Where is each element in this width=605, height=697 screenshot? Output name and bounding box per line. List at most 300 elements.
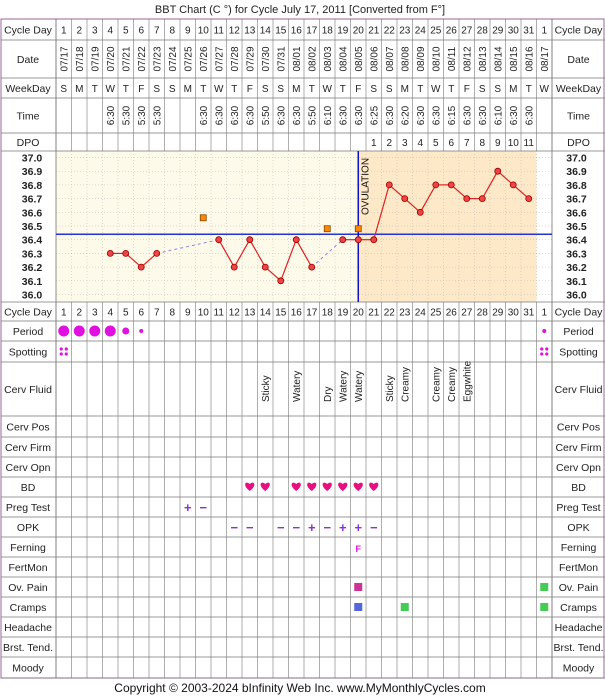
- y-tick-label-left: 36.3: [21, 248, 43, 261]
- time-label: 6:30: [214, 105, 226, 126]
- cycle-day-label: 10: [197, 307, 209, 319]
- row-label-right: WeekDay: [555, 83, 602, 95]
- cycle-day-label: 2: [76, 307, 83, 319]
- cycle-day-label: 26: [445, 307, 457, 319]
- y-tick-label-right: 36.0: [566, 289, 587, 302]
- row-label-left: Ferning: [10, 542, 46, 554]
- cycle-day-label: 13: [244, 307, 256, 319]
- dpo-label: 8: [479, 138, 486, 149]
- row-label-right: BD: [571, 482, 586, 494]
- row-label-left: Ov. Pain: [8, 582, 48, 594]
- weekday-label: T: [200, 84, 207, 95]
- temp-point: [309, 264, 315, 270]
- y-tick-label-right: 36.2: [566, 262, 587, 275]
- weekday-label: M: [292, 84, 301, 95]
- y-tick-label-left: 36.8: [21, 179, 43, 192]
- opk-mark: −: [230, 520, 239, 535]
- temp-point: [293, 237, 299, 243]
- row-label-left: WeekDay: [5, 83, 51, 95]
- cycle-day-label: 30: [507, 307, 519, 319]
- weekday-label: S: [385, 84, 393, 95]
- dpo-label: 9: [494, 138, 501, 149]
- weekday-label: S: [494, 84, 502, 95]
- date-label: 07/23: [152, 46, 164, 72]
- ferning-mark: F: [355, 544, 361, 554]
- opk-mark: −: [323, 520, 332, 535]
- temp-point: [216, 237, 222, 243]
- cerv-fluid-label: Eggwhite: [462, 360, 474, 402]
- cerv-fluid-label: Creamy: [446, 366, 458, 402]
- cycle-day-label: 24: [414, 25, 426, 37]
- cycle-day-label: 16: [290, 307, 302, 319]
- temp-point: [107, 250, 113, 256]
- open-temp-point: [200, 215, 206, 221]
- row-label-right: Time: [567, 110, 590, 123]
- date-label: 08/01: [291, 46, 303, 72]
- row-label-left: Cerv Firm: [4, 442, 52, 454]
- time-label: 6:20: [400, 105, 412, 126]
- y-tick-label-right: 37.0: [566, 152, 587, 165]
- temp-point: [402, 196, 408, 202]
- period-dot: [542, 329, 546, 333]
- weekday-label: T: [122, 84, 129, 95]
- row-label-left: FertMon: [8, 562, 48, 574]
- cycle-day-label: 1: [60, 25, 67, 37]
- cycle-day-label: 19: [337, 25, 349, 37]
- row-label-left: Period: [12, 326, 44, 338]
- period-dot: [105, 326, 116, 337]
- time-label: 6:30: [508, 105, 520, 126]
- cycle-day-label: 21: [368, 25, 380, 37]
- weekday-label: T: [339, 84, 346, 95]
- date-label: 08/15: [508, 46, 520, 72]
- dpo-label: 1: [370, 138, 377, 149]
- dpo-label: 11: [523, 138, 534, 149]
- cycle-day-label: 25: [430, 25, 442, 37]
- time-label: 6:30: [245, 105, 257, 126]
- time-label: 5:50: [307, 105, 319, 126]
- date-label: 07/19: [90, 46, 102, 72]
- row-label-right: Spotting: [559, 346, 598, 359]
- row-label-right: Date: [567, 54, 590, 66]
- row-label-right: Brst. Tend.: [553, 642, 604, 654]
- cramps-square: [540, 603, 548, 611]
- weekday-label: W: [322, 84, 332, 95]
- y-tick-label-right: 36.8: [566, 179, 587, 192]
- y-tick-label-right: 36.1: [566, 275, 587, 288]
- time-label: 6:30: [338, 105, 350, 126]
- cycle-day-label: 17: [306, 307, 318, 319]
- cycle-day-label: 9: [184, 25, 191, 37]
- spotting-dot: [60, 347, 63, 350]
- time-label: 5:30: [152, 105, 164, 126]
- temp-point: [262, 264, 268, 270]
- row-label-right: Cerv Fluid: [554, 384, 603, 396]
- cycle-day-label: 15: [275, 307, 287, 319]
- weekday-label: S: [261, 84, 269, 95]
- row-label-right: Cycle Day: [554, 24, 603, 37]
- weekday-label: W: [105, 84, 115, 95]
- spotting-dot: [65, 347, 68, 350]
- time-label: 6:30: [105, 105, 117, 126]
- cycle-day-label: 23: [399, 25, 411, 37]
- cerv-fluid-label: Watery: [291, 370, 303, 402]
- cycle-day-label: 12: [228, 307, 240, 319]
- ov-pain-square: [540, 583, 548, 591]
- cycle-day-label: 20: [352, 307, 364, 319]
- date-label: 07/25: [183, 46, 195, 72]
- cycle-day-label: 1: [541, 25, 548, 37]
- dpo-label: 7: [463, 138, 470, 149]
- row-label-left: Spotting: [8, 346, 48, 359]
- temp-point: [231, 264, 237, 270]
- row-label-left: Cycle Day: [4, 306, 52, 319]
- cerv-fluid-label: Creamy: [431, 366, 443, 402]
- temp-point: [495, 168, 501, 174]
- time-label: 6:30: [229, 105, 241, 126]
- row-label-right: Cerv Opn: [556, 462, 601, 474]
- date-label: 08/12: [462, 46, 474, 72]
- cycle-day-label: 22: [383, 307, 395, 319]
- cycle-day-label: 18: [321, 307, 333, 319]
- cramps-square: [354, 603, 362, 611]
- cycle-day-label: 25: [430, 307, 442, 319]
- spotting-dot: [540, 352, 543, 355]
- cerv-fluid-label: Sticky: [384, 375, 396, 402]
- cycle-day-label: 3: [91, 307, 98, 319]
- temp-point: [510, 182, 516, 188]
- cycle-day-label: 14: [259, 25, 271, 37]
- cerv-fluid-label: Sticky: [260, 375, 272, 402]
- time-label: 6:25: [369, 105, 381, 126]
- date-label: 08/11: [446, 46, 458, 72]
- cycle-day-label: 19: [337, 307, 349, 319]
- temp-point: [340, 237, 346, 243]
- cycle-day-label: 26: [445, 25, 457, 37]
- weekday-label: M: [75, 84, 84, 95]
- cerv-fluid-label: Dry: [322, 386, 334, 402]
- cycle-day-label: 6: [138, 25, 145, 37]
- date-label: 08/16: [524, 46, 536, 72]
- date-label: 08/09: [415, 46, 427, 72]
- row-label-left: Preg Test: [5, 502, 51, 514]
- dpo-label: 3: [401, 138, 408, 149]
- y-tick-label-right: 36.4: [566, 234, 587, 247]
- cerv-fluid-label: Watery: [338, 370, 350, 402]
- time-label: 6:30: [415, 105, 427, 126]
- weekday-label: T: [417, 84, 424, 95]
- cycle-day-label: 14: [259, 307, 271, 319]
- y-tick-label-left: 37.0: [21, 152, 43, 165]
- cycle-day-label: 7: [153, 307, 160, 319]
- date-label: 07/27: [214, 46, 226, 72]
- row-label-right: Headache: [554, 622, 603, 634]
- cycle-day-label: 15: [275, 25, 287, 37]
- time-label: 6:30: [291, 105, 303, 126]
- time-label: 6:30: [353, 105, 365, 126]
- cycle-day-label: 28: [476, 307, 488, 319]
- temp-point: [247, 237, 253, 243]
- date-label: 07/20: [105, 46, 117, 72]
- cycle-day-label: 31: [523, 25, 535, 37]
- cycle-day-label: 29: [492, 307, 504, 319]
- cycle-day-label: 21: [368, 307, 380, 319]
- y-tick-label-right: 36.7: [566, 193, 587, 206]
- row-label-right: Moody: [562, 662, 595, 675]
- cycle-day-label: 1: [60, 307, 67, 319]
- time-label: 6:30: [276, 105, 288, 126]
- weekday-label: S: [168, 84, 176, 95]
- row-label-left: Cerv Fluid: [4, 384, 52, 396]
- row-label-left: DPO: [16, 137, 40, 149]
- weekday-label: T: [231, 84, 238, 95]
- weekday-label: T: [308, 84, 315, 95]
- cycle-day-label: 18: [321, 25, 333, 37]
- row-label-right: Cerv Pos: [556, 421, 601, 434]
- temp-point: [464, 196, 470, 202]
- time-label: 6:30: [384, 105, 396, 126]
- row-label-left: Cerv Pos: [6, 421, 50, 434]
- ov-pain-square: [354, 583, 362, 591]
- weekday-label: M: [183, 84, 192, 95]
- weekday-label: M: [400, 84, 409, 95]
- date-label: 08/10: [431, 46, 443, 72]
- date-label: 08/04: [338, 46, 350, 72]
- cycle-day-label: 2: [76, 25, 83, 37]
- y-tick-label-left: 36.1: [21, 275, 43, 288]
- cycle-day-label: 13: [244, 25, 256, 37]
- weekday-label: S: [153, 84, 161, 95]
- time-label: 5:50: [260, 105, 272, 126]
- y-tick-label-left: 36.0: [21, 289, 43, 302]
- row-label-left: Cerv Opn: [5, 462, 51, 474]
- opk-mark: −: [245, 520, 254, 535]
- cycle-day-label: 7: [153, 25, 160, 37]
- cycle-day-label: 27: [461, 25, 473, 37]
- cycle-day-label: 6: [138, 307, 145, 319]
- cycle-day-label: 17: [306, 25, 318, 37]
- date-label: 07/26: [198, 46, 210, 72]
- row-label-right: Preg Test: [556, 502, 601, 514]
- dpo-label: 5: [432, 138, 439, 149]
- cycle-day-label: 27: [461, 307, 473, 319]
- temp-point: [355, 237, 361, 243]
- period-dot: [58, 326, 69, 337]
- cycle-day-label: 16: [290, 25, 302, 37]
- weekday-label: S: [478, 84, 486, 95]
- cycle-day-label: 8: [169, 307, 176, 319]
- footer-copyright: Copyright © 2003-2024 bInfinity Web Inc. www.MyMonthlyCycles.com: [114, 681, 486, 695]
- row-label-left: Brst. Tend.: [3, 642, 53, 654]
- temp-point: [479, 196, 485, 202]
- date-label: 08/17: [539, 46, 551, 72]
- weekday-label: T: [525, 84, 532, 95]
- cycle-day-label: 8: [169, 25, 176, 37]
- time-label: 6:30: [431, 105, 443, 126]
- temp-point: [448, 182, 454, 188]
- date-label: 08/13: [477, 46, 489, 72]
- ovulation-label: OVULATION: [360, 157, 372, 215]
- row-label-left: BD: [20, 482, 36, 494]
- time-label: 5:30: [136, 105, 148, 126]
- time-label: 6:30: [198, 105, 210, 126]
- cycle-day-label: 5: [122, 307, 129, 319]
- cycle-day-label: 5: [122, 25, 129, 37]
- cycle-day-label: 10: [197, 25, 209, 37]
- spotting-dot: [545, 352, 548, 355]
- temp-point: [417, 209, 423, 215]
- date-label: 08/14: [493, 46, 505, 72]
- cycle-day-label: 4: [107, 307, 114, 319]
- y-tick-label-right: 36.9: [566, 166, 587, 179]
- weekday-label: T: [448, 84, 455, 95]
- cycle-day-label: 9: [184, 307, 191, 319]
- date-label: 08/08: [400, 46, 412, 72]
- cerv-fluid-label: Watery: [353, 370, 365, 402]
- y-tick-label-left: 36.5: [21, 221, 43, 233]
- row-label-right: Period: [563, 326, 594, 338]
- weekday-label: F: [246, 84, 253, 95]
- date-label: 07/22: [136, 46, 148, 72]
- period-dot: [122, 328, 129, 335]
- date-label: 08/05: [353, 46, 365, 72]
- date-label: 07/29: [245, 46, 257, 72]
- cycle-day-label: 30: [507, 25, 519, 37]
- row-label-left: OPK: [16, 522, 40, 534]
- row-label-left: Cramps: [9, 602, 47, 614]
- cycle-day-label: 29: [492, 25, 504, 37]
- weekday-label: S: [370, 84, 378, 95]
- y-tick-label-left: 36.7: [21, 193, 43, 206]
- row-label-right: Ov. Pain: [558, 582, 599, 594]
- row-label-right: DPO: [567, 137, 590, 149]
- opk-mark: +: [338, 520, 347, 535]
- opk-mark: +: [307, 520, 316, 535]
- spotting-dot: [65, 352, 68, 355]
- weekday-label: M: [509, 84, 518, 95]
- row-label-left: Headache: [4, 622, 52, 634]
- preg-test-mark: +: [183, 500, 192, 515]
- luteal-phase-bg: [358, 151, 536, 302]
- row-label-left: Moody: [12, 662, 44, 675]
- weekday-label: W: [539, 84, 549, 95]
- follicular-phase-bg: [56, 151, 358, 302]
- row-label-right: Ferning: [560, 542, 597, 554]
- y-tick-label-right: 36.6: [566, 207, 587, 220]
- time-label: 6:30: [524, 105, 536, 126]
- y-tick-label-left: 36.2: [21, 262, 43, 275]
- y-tick-label-left: 36.6: [21, 207, 43, 220]
- row-label-right: FertMon: [558, 562, 599, 574]
- spotting-dot: [540, 347, 543, 350]
- opk-mark: −: [276, 520, 285, 535]
- y-tick-label-right: 36.5: [566, 221, 587, 233]
- weekday-label: W: [214, 84, 224, 95]
- period-dot: [139, 329, 143, 333]
- temp-point: [278, 278, 284, 284]
- temp-point: [386, 182, 392, 188]
- time-label: 6:10: [493, 105, 505, 126]
- dpo-label: 4: [417, 138, 424, 149]
- date-label: 07/21: [121, 46, 133, 72]
- row-label-right: OPK: [567, 522, 590, 534]
- time-label: 6:10: [322, 105, 334, 126]
- time-label: 6:15: [446, 105, 458, 126]
- y-tick-label-right: 36.3: [566, 248, 587, 261]
- weekday-label: S: [277, 84, 285, 95]
- open-temp-point: [324, 226, 330, 232]
- weekday-label: F: [463, 84, 470, 95]
- weekday-label: W: [431, 84, 441, 95]
- temp-point: [154, 250, 160, 256]
- date-label: 07/18: [74, 46, 86, 72]
- temp-point: [526, 196, 532, 202]
- cycle-day-label: 24: [414, 307, 426, 319]
- time-label: 6:30: [477, 105, 489, 126]
- row-label-right: Cycle Day: [554, 306, 603, 319]
- temp-point: [123, 250, 129, 256]
- date-label: 08/02: [307, 46, 319, 72]
- cycle-day-label: 12: [228, 25, 240, 37]
- row-label-left: Cycle Day: [4, 24, 52, 37]
- cycle-day-label: 20: [352, 25, 364, 37]
- preg-test-mark: −: [199, 500, 208, 515]
- date-label: 08/06: [369, 46, 381, 72]
- cycle-day-label: 1: [541, 307, 548, 319]
- row-label-left: Date: [16, 54, 40, 66]
- weekday-label: F: [355, 84, 362, 95]
- dpo-label: 2: [386, 138, 393, 149]
- date-label: 07/31: [276, 46, 288, 72]
- temp-point: [433, 182, 439, 188]
- row-label-right: Cramps: [560, 602, 597, 614]
- cerv-fluid-label: Creamy: [400, 366, 412, 402]
- date-label: 08/03: [322, 46, 334, 72]
- weekday-label: S: [60, 84, 68, 95]
- weekday-label: F: [138, 84, 145, 95]
- temp-point: [138, 264, 144, 270]
- row-label-right: Cerv Firm: [555, 442, 602, 454]
- cycle-day-label: 31: [523, 307, 535, 319]
- date-label: 07/24: [167, 46, 179, 72]
- open-temp-point: [355, 226, 361, 232]
- time-label: 6:30: [462, 105, 474, 126]
- row-label-left: Time: [16, 110, 40, 123]
- cycle-day-label: 4: [107, 25, 114, 37]
- cramps-square: [401, 603, 409, 611]
- opk-mark: −: [369, 520, 378, 535]
- period-dot: [74, 326, 85, 337]
- cycle-day-label: 11: [213, 25, 224, 37]
- period-dot: [89, 326, 100, 337]
- cycle-day-label: 11: [213, 307, 224, 319]
- spotting-dot: [60, 352, 63, 355]
- cycle-day-label: 3: [91, 25, 98, 37]
- weekday-label: T: [91, 84, 98, 95]
- time-label: 5:30: [121, 105, 133, 126]
- chart-title: BBT Chart (C °) for Cycle July 17, 2011 [Converted from F°]: [154, 4, 446, 16]
- spotting-dot: [545, 347, 548, 350]
- temp-point: [371, 237, 377, 243]
- y-tick-label-left: 36.4: [21, 234, 43, 247]
- y-tick-label-left: 36.9: [21, 166, 43, 179]
- cycle-day-label: 28: [476, 25, 488, 37]
- dpo-label: 10: [507, 138, 519, 149]
- date-label: 07/28: [229, 46, 241, 72]
- date-label: 07/30: [260, 46, 272, 72]
- date-label: 07/17: [59, 46, 71, 72]
- opk-mark: −: [292, 520, 301, 535]
